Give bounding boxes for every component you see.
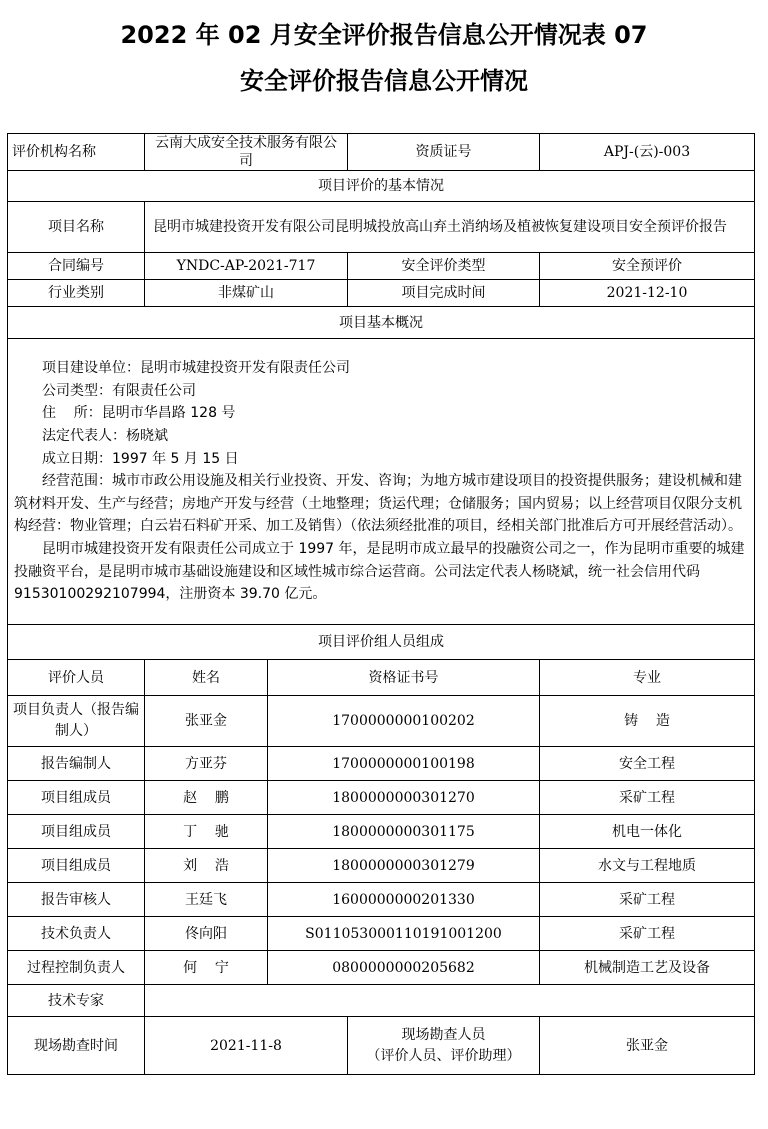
survey-people-label-line1: 现场勘查人员 xyxy=(401,1026,486,1043)
table-row xyxy=(8,815,755,849)
member-name: 佟向阳 xyxy=(145,917,268,951)
member-cert: 1700000000100198 xyxy=(268,747,540,781)
survey-time-value: 2021-11-8 xyxy=(145,1017,348,1075)
overview-line: 法定代表人：杨晓斌 xyxy=(42,428,168,445)
overview-line: 经营范围：城市市政公用设施及相关行业投资、开发、咨询；为地方城市建设项目的投资提供服务；建设机械和建筑材料开发、生产与经营；房地产开发与经营（土地整理；货运代理；仓储服务；国内贸易；以上经营项目仅限分支机构经营：物业管理；白云岩石料矿开采、加工及销售）（依法须经批准的项目，经相关部门批准后方可开展经营活动）。 xyxy=(14,473,742,535)
project-name-value: 昆明市城建投资开发有限公司昆明城投放高山弃土消纳场及植被恢复建设项目安全预评价报告 xyxy=(145,202,755,253)
table-row xyxy=(8,917,755,951)
member-major: 水文与工程地质 xyxy=(540,849,755,883)
member-cert: 0800000000205682 xyxy=(268,951,540,985)
team-section-title: 项目评价组人员组成 xyxy=(8,625,755,660)
team-header-role: 评价人员 xyxy=(8,660,145,696)
team-header-row xyxy=(8,660,755,696)
contract-label: 合同编号 xyxy=(8,253,145,280)
overview-section-title: 项目基本概况 xyxy=(8,307,755,339)
member-name: 丁 驰 xyxy=(145,815,268,849)
survey-people-value: 张亚金 xyxy=(540,1017,755,1075)
member-role: 项目组成员 xyxy=(8,781,145,815)
survey-time-label: 现场勘查时间 xyxy=(8,1017,145,1075)
member-name: 王廷飞 xyxy=(145,883,268,917)
industry-row xyxy=(8,280,755,307)
basic-section-title: 项目评价的基本情况 xyxy=(8,171,755,202)
member-major: 采矿工程 xyxy=(540,781,755,815)
table-row xyxy=(8,849,755,883)
survey-row xyxy=(8,1017,755,1075)
member-role: 技术负责人 xyxy=(8,917,145,951)
org-label: 评价机构名称 xyxy=(8,134,145,171)
survey-people-label xyxy=(348,1017,540,1075)
member-role: 过程控制负责人 xyxy=(8,951,145,985)
contract-value: YNDC-AP-2021-717 xyxy=(145,253,348,280)
team-header-name: 姓名 xyxy=(145,660,268,696)
member-major: 安全工程 xyxy=(540,747,755,781)
member-name: 刘 浩 xyxy=(145,849,268,883)
overview-line: 成立日期：1997 年 5 月 15 日 xyxy=(42,450,239,467)
industry-label: 行业类别 xyxy=(8,280,145,307)
expert-value xyxy=(145,985,755,1017)
member-name: 赵 鹏 xyxy=(145,781,268,815)
table-row xyxy=(8,696,755,747)
member-name: 方亚芬 xyxy=(145,747,268,781)
overview-row xyxy=(8,339,755,625)
finish-time-label: 项目完成时间 xyxy=(348,280,540,307)
table-row xyxy=(8,781,755,815)
industry-value: 非煤矿山 xyxy=(145,280,348,307)
member-cert: 1800000000301175 xyxy=(268,815,540,849)
member-cert: 1600000000201330 xyxy=(268,883,540,917)
table-row xyxy=(8,883,755,917)
overview-line: 项目建设单位：昆明市城建投资开发有限责任公司 xyxy=(42,360,350,377)
table-row xyxy=(8,951,755,985)
member-role: 项目组成员 xyxy=(8,849,145,883)
survey-people-label-line2: （评价人员、评价助理） xyxy=(366,1047,521,1064)
expert-row xyxy=(8,985,755,1017)
member-role: 报告编制人 xyxy=(8,747,145,781)
member-role: 项目组成员 xyxy=(8,815,145,849)
overview-text xyxy=(8,339,755,625)
member-major: 采矿工程 xyxy=(540,917,755,951)
expert-label: 技术专家 xyxy=(8,985,145,1017)
table-row xyxy=(8,747,755,781)
overview-line: 昆明市城建投资开发有限责任公司成立于 1997 年，是昆明市成立最早的投融资公司之一，作为昆明市重要的城建投融资平台，是昆明市城市基础设施建设和区域性城市综合运营商。公司法定代表人杨晓斌，统一社会信用代码 91530100292107994，注册资本 39.70 亿元。 xyxy=(14,540,745,603)
cert-value: APJ-(云)-003 xyxy=(540,134,755,171)
cert-label: 资质证号 xyxy=(348,134,540,171)
member-cert: 1800000000301279 xyxy=(268,849,540,883)
org-value: 云南大成安全技术服务有限公司 xyxy=(145,134,348,171)
team-header-major: 专业 xyxy=(540,660,755,696)
member-name: 张亚金 xyxy=(145,696,268,747)
eval-type-value: 安全预评价 xyxy=(540,253,755,280)
finish-time-value: 2021-12-10 xyxy=(540,280,755,307)
overview-line: 公司类型：有限责任公司 xyxy=(42,382,196,399)
disclosure-table xyxy=(7,133,755,1075)
project-name-label: 项目名称 xyxy=(8,202,145,253)
member-major: 机电一体化 xyxy=(540,815,755,849)
org-row xyxy=(8,134,755,171)
overview-line: 住 所：昆明市华昌路 128 号 xyxy=(42,405,236,422)
member-major: 机械制造工艺及设备 xyxy=(540,951,755,985)
contract-row xyxy=(8,253,755,280)
member-major: 采矿工程 xyxy=(540,883,755,917)
member-cert: 1800000000301270 xyxy=(268,781,540,815)
member-major: 铸 造 xyxy=(540,696,755,747)
document-subtitle: 安全评价报告信息公开情况 xyxy=(240,67,528,95)
member-role: 项目负责人（报告编制人） xyxy=(8,696,145,747)
project-name-row xyxy=(8,202,755,253)
team-header-cert: 资格证书号 xyxy=(268,660,540,696)
member-name: 何 宁 xyxy=(145,951,268,985)
eval-type-label: 安全评价类型 xyxy=(348,253,540,280)
member-cert: S011053000110191001200 xyxy=(268,917,540,951)
member-cert: 1700000000100202 xyxy=(268,696,540,747)
member-role: 报告审核人 xyxy=(8,883,145,917)
document-title: 2022 年 02 月安全评价报告信息公开情况表 07 xyxy=(120,21,648,49)
